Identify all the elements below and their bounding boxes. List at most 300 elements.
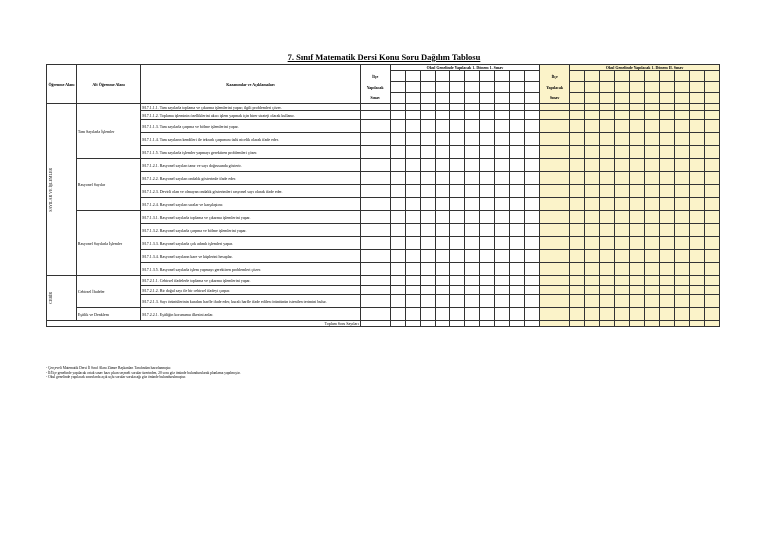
grid-cell	[644, 82, 659, 93]
question-count-cell	[450, 159, 465, 172]
question-count-cell	[510, 308, 525, 321]
question-count-cell	[480, 198, 495, 211]
question-count-cell	[570, 120, 585, 133]
question-count-cell	[704, 133, 719, 146]
question-count-cell	[480, 211, 495, 224]
question-count-cell	[659, 276, 674, 286]
question-count-cell	[390, 286, 405, 295]
question-count-cell	[360, 250, 390, 263]
question-count-cell	[644, 133, 659, 146]
question-count-cell	[495, 263, 510, 276]
question-count-cell	[659, 185, 674, 198]
question-count-cell	[659, 211, 674, 224]
outcome-text: M.7.1.3.1. Rasyonel sayılarla toplama ve çıkarma işlemlerini yapar.	[141, 211, 361, 224]
question-count-cell	[390, 133, 405, 146]
footnote: - İl/İlçe genelinde yapılacak ortak sınav bazı çıkan seçmeli sorular üzerinden, 20 soru göz önünde bulundurularak planlama yapılmıştır.	[46, 370, 241, 375]
question-count-cell	[420, 308, 435, 321]
question-count-cell	[585, 295, 600, 308]
question-count-cell	[704, 250, 719, 263]
question-count-cell	[360, 133, 390, 146]
question-count-cell	[659, 104, 674, 111]
table-row	[47, 111, 720, 120]
question-count-cell	[704, 276, 719, 286]
header-district-exam: İlçe	[360, 71, 390, 82]
grid-cell	[659, 82, 674, 93]
question-count-cell	[525, 198, 540, 211]
question-count-cell	[689, 286, 704, 295]
question-count-cell	[644, 308, 659, 321]
question-count-cell	[525, 104, 540, 111]
question-count-cell	[435, 250, 450, 263]
question-count-cell	[674, 224, 689, 237]
question-count-cell	[405, 286, 420, 295]
question-count-cell	[689, 172, 704, 185]
question-count-cell	[525, 295, 540, 308]
question-count-cell	[465, 185, 480, 198]
grid-cell	[629, 82, 644, 93]
outcome-text: M.7.2.1.2. Bir doğal sayı ile bir cebirsel ifadeyi çarpar.	[141, 286, 361, 295]
table-row	[47, 237, 720, 250]
question-count-cell	[674, 286, 689, 295]
question-count-cell	[420, 286, 435, 295]
question-count-cell	[585, 224, 600, 237]
question-count-cell	[585, 286, 600, 295]
sub-learning-area-label: Eşitlik ve Denklem	[76, 308, 140, 321]
outcome-text: M.7.2.1.3. Sayı örüntülerinin kuralını harfle ifade eder, kuralı harfle ifade edilen örüntünün istenilen terimini bulur.	[141, 295, 361, 308]
question-count-cell	[540, 250, 570, 263]
question-count-cell	[450, 120, 465, 133]
question-count-cell	[540, 224, 570, 237]
question-count-cell	[450, 185, 465, 198]
grid-cell	[585, 71, 600, 82]
question-count-cell	[540, 185, 570, 198]
question-count-cell	[570, 133, 585, 146]
question-count-cell	[510, 146, 525, 159]
question-count-cell	[674, 104, 689, 111]
question-count-cell	[480, 250, 495, 263]
question-count-cell	[540, 295, 570, 308]
question-count-cell	[435, 185, 450, 198]
question-count-cell	[644, 237, 659, 250]
grid-cell	[689, 93, 704, 104]
question-count-cell	[689, 308, 704, 321]
question-count-cell	[689, 295, 704, 308]
question-count-cell	[629, 159, 644, 172]
question-count-cell	[689, 133, 704, 146]
question-count-cell	[495, 146, 510, 159]
question-count-cell	[629, 111, 644, 120]
question-count-cell	[390, 224, 405, 237]
question-count-cell	[480, 286, 495, 295]
question-count-cell	[405, 120, 420, 133]
question-count-cell	[480, 111, 495, 120]
question-count-cell	[465, 286, 480, 295]
question-count-cell	[420, 198, 435, 211]
table-row	[47, 286, 720, 295]
question-count-cell	[450, 237, 465, 250]
question-count-cell	[585, 263, 600, 276]
question-count-cell	[629, 104, 644, 111]
question-count-cell	[405, 146, 420, 159]
question-count-cell	[644, 172, 659, 185]
grid-cell	[405, 93, 420, 104]
table-row	[47, 224, 720, 237]
question-count-cell	[540, 172, 570, 185]
question-count-cell	[629, 237, 644, 250]
question-count-cell	[405, 104, 420, 111]
question-count-cell	[540, 146, 570, 159]
question-count-cell	[659, 120, 674, 133]
question-count-cell	[674, 185, 689, 198]
question-count-cell	[585, 172, 600, 185]
question-count-cell	[585, 159, 600, 172]
question-count-cell	[689, 104, 704, 111]
question-count-cell	[644, 224, 659, 237]
outcome-text: M.7.2.1.1. Cebirsel ifadelerle toplama ve çıkarma işlemlerini yapar.	[141, 276, 361, 286]
question-count-cell	[600, 263, 615, 276]
question-count-cell	[540, 237, 570, 250]
total-cell	[614, 321, 629, 327]
total-cell	[659, 321, 674, 327]
grid-cell	[465, 71, 480, 82]
question-count-cell	[480, 276, 495, 286]
grid-cell	[525, 93, 540, 104]
question-count-cell	[405, 237, 420, 250]
table-row	[47, 308, 720, 321]
question-count-cell	[525, 224, 540, 237]
question-count-cell	[405, 133, 420, 146]
question-count-cell	[480, 224, 495, 237]
question-count-cell	[465, 133, 480, 146]
question-count-cell	[674, 198, 689, 211]
question-count-cell	[659, 250, 674, 263]
question-count-cell	[659, 295, 674, 308]
header-district-exam: İlçe	[540, 71, 570, 82]
question-count-cell	[465, 159, 480, 172]
outcome-text: M.7.1.3.3. Rasyonel sayılarla çok adımlı işlemleri yapar.	[141, 237, 361, 250]
question-count-cell	[450, 133, 465, 146]
question-count-cell	[390, 111, 405, 120]
question-count-cell	[570, 159, 585, 172]
grid-cell	[420, 82, 435, 93]
table-row	[47, 159, 720, 172]
grid-cell	[629, 71, 644, 82]
question-count-cell	[614, 133, 629, 146]
header-district-exam: Sınav	[360, 93, 390, 104]
grid-cell	[480, 71, 495, 82]
grid-cell	[674, 71, 689, 82]
question-count-cell	[540, 120, 570, 133]
question-count-cell	[360, 286, 390, 295]
grid-cell	[644, 93, 659, 104]
question-count-cell	[659, 263, 674, 276]
question-count-cell	[360, 295, 390, 308]
question-count-cell	[495, 133, 510, 146]
question-count-cell	[405, 250, 420, 263]
question-count-cell	[420, 185, 435, 198]
question-count-cell	[570, 198, 585, 211]
question-count-cell	[570, 237, 585, 250]
question-count-cell	[495, 198, 510, 211]
question-count-cell	[570, 295, 585, 308]
question-count-cell	[510, 172, 525, 185]
question-count-cell	[450, 111, 465, 120]
question-count-cell	[525, 120, 540, 133]
grid-cell	[405, 71, 420, 82]
grid-cell	[614, 82, 629, 93]
grid-cell	[674, 93, 689, 104]
question-count-cell	[704, 308, 719, 321]
question-count-cell	[689, 250, 704, 263]
question-count-cell	[674, 133, 689, 146]
footnote: - Çerçeveli Matematik Dersi İl Sınıf Alanı Zümre Başkanları Tarafından hazırlanmıştır.	[46, 366, 172, 370]
question-count-cell	[659, 146, 674, 159]
question-count-cell	[525, 286, 540, 295]
question-count-cell	[480, 159, 495, 172]
question-count-cell	[495, 185, 510, 198]
question-count-cell	[465, 172, 480, 185]
question-count-cell	[540, 111, 570, 120]
question-count-cell	[435, 104, 450, 111]
question-count-cell	[600, 198, 615, 211]
question-count-cell	[614, 185, 629, 198]
table-row	[47, 120, 720, 133]
question-count-cell	[570, 308, 585, 321]
question-count-cell	[689, 237, 704, 250]
question-count-cell	[674, 237, 689, 250]
question-count-cell	[495, 224, 510, 237]
question-count-cell	[390, 146, 405, 159]
question-count-cell	[674, 111, 689, 120]
question-count-cell	[510, 159, 525, 172]
question-count-cell	[614, 146, 629, 159]
question-count-cell	[689, 224, 704, 237]
learning-area-cell	[47, 276, 77, 321]
header-outcomes: Kazanımlar ve Açıklamaları	[141, 65, 361, 104]
table-row	[47, 211, 720, 224]
question-count-cell	[600, 250, 615, 263]
total-cell	[465, 321, 480, 327]
question-count-cell	[659, 286, 674, 295]
question-count-cell	[420, 295, 435, 308]
question-count-cell	[420, 146, 435, 159]
question-count-cell	[420, 111, 435, 120]
total-cell	[570, 321, 585, 327]
question-count-cell	[360, 111, 390, 120]
question-count-cell	[420, 211, 435, 224]
header-school-exam-2: Okul Genelinde Yapılacak 1. Dönem II. Sınav	[570, 65, 720, 71]
grid-cell	[435, 82, 450, 93]
total-cell	[600, 321, 615, 327]
question-count-cell	[600, 133, 615, 146]
total-cell	[420, 321, 435, 327]
sub-learning-area-label: Cebirsel İfadeler	[76, 276, 140, 308]
question-count-cell	[450, 276, 465, 286]
grid-cell	[674, 82, 689, 93]
learning-area-label: SAYILAR VE İŞLEMLER	[48, 167, 53, 212]
question-count-cell	[704, 237, 719, 250]
question-count-cell	[614, 172, 629, 185]
question-count-cell	[495, 276, 510, 286]
grid-cell	[644, 71, 659, 82]
question-count-cell	[465, 111, 480, 120]
question-count-cell	[360, 185, 390, 198]
question-count-cell	[585, 198, 600, 211]
header-district-exam: Yapılacak	[360, 82, 390, 93]
question-count-cell	[614, 308, 629, 321]
question-count-cell	[689, 211, 704, 224]
question-count-cell	[435, 111, 450, 120]
question-count-cell	[704, 159, 719, 172]
question-count-cell	[420, 172, 435, 185]
question-count-cell	[450, 286, 465, 295]
total-row	[47, 321, 720, 327]
question-count-cell	[435, 263, 450, 276]
question-count-cell	[495, 172, 510, 185]
question-count-cell	[570, 263, 585, 276]
sub-learning-area-label: Tam Sayılarla İşlemler	[76, 104, 140, 159]
question-count-cell	[689, 198, 704, 211]
question-count-cell	[704, 198, 719, 211]
question-count-cell	[674, 263, 689, 276]
total-cell	[435, 321, 450, 327]
outcome-text: M.7.2.2.1. Eşitliğin korunumu ilkesini anlar.	[141, 308, 361, 321]
question-count-cell	[525, 146, 540, 159]
grid-cell	[614, 93, 629, 104]
grid-cell	[510, 93, 525, 104]
grid-cell	[480, 82, 495, 93]
question-count-cell	[435, 237, 450, 250]
question-count-cell	[450, 104, 465, 111]
question-count-cell	[540, 286, 570, 295]
outcome-text: M.7.1.1.2. Toplama işleminin özelliklerini akıcı işlem yapmak için birer strateji olarak kullanır.	[141, 111, 361, 120]
total-cell	[585, 321, 600, 327]
question-count-cell	[495, 111, 510, 120]
question-count-cell	[360, 237, 390, 250]
grid-cell	[704, 71, 719, 82]
question-count-cell	[465, 146, 480, 159]
grid-cell	[465, 93, 480, 104]
grid-cell	[600, 82, 615, 93]
question-count-cell	[704, 286, 719, 295]
question-count-cell	[629, 211, 644, 224]
question-count-cell	[510, 276, 525, 286]
total-cell	[525, 321, 540, 327]
question-count-cell	[390, 250, 405, 263]
question-count-cell	[540, 276, 570, 286]
question-count-cell	[644, 263, 659, 276]
question-count-cell	[540, 263, 570, 276]
total-cell	[480, 321, 495, 327]
question-count-cell	[644, 146, 659, 159]
question-count-cell	[585, 133, 600, 146]
question-count-cell	[704, 224, 719, 237]
question-count-cell	[435, 120, 450, 133]
question-count-cell	[510, 224, 525, 237]
question-count-cell	[510, 211, 525, 224]
question-count-cell	[570, 146, 585, 159]
footnote: - Okul genelinde yapılacak sınavlarda açık uçlu sorular sorulacağı göz önünde bulundurulmuştur.	[46, 375, 186, 380]
question-count-cell	[570, 224, 585, 237]
question-count-cell	[644, 185, 659, 198]
question-count-cell	[674, 295, 689, 308]
total-cell	[704, 321, 719, 327]
question-count-cell	[570, 211, 585, 224]
total-cell	[390, 321, 405, 327]
question-count-cell	[570, 276, 585, 286]
question-count-cell	[704, 211, 719, 224]
grid-cell	[659, 71, 674, 82]
grid-cell	[570, 82, 585, 93]
question-count-cell	[450, 198, 465, 211]
question-count-cell	[600, 286, 615, 295]
grid-cell	[495, 93, 510, 104]
question-count-cell	[659, 198, 674, 211]
question-count-cell	[390, 237, 405, 250]
grid-cell	[600, 71, 615, 82]
grid-cell	[420, 93, 435, 104]
grid-cell	[585, 82, 600, 93]
question-count-cell	[674, 120, 689, 133]
question-count-cell	[614, 286, 629, 295]
header-learning-area: Öğrenme Alanı	[47, 65, 77, 104]
question-count-cell	[614, 295, 629, 308]
question-count-cell	[674, 211, 689, 224]
question-count-cell	[510, 250, 525, 263]
question-count-cell	[614, 111, 629, 120]
grid-cell	[390, 93, 405, 104]
question-count-cell	[585, 111, 600, 120]
question-count-cell	[674, 308, 689, 321]
grid-cell	[420, 71, 435, 82]
question-count-cell	[435, 308, 450, 321]
grid-cell	[525, 71, 540, 82]
question-count-cell	[644, 104, 659, 111]
question-count-cell	[480, 308, 495, 321]
question-count-cell	[600, 172, 615, 185]
question-count-cell	[525, 172, 540, 185]
outcome-text: M.7.1.3.4. Rasyonel sayıların kare ve küplerini hesaplar.	[141, 250, 361, 263]
question-count-cell	[525, 133, 540, 146]
question-count-cell	[629, 295, 644, 308]
question-count-cell	[450, 224, 465, 237]
question-count-cell	[629, 133, 644, 146]
question-count-cell	[360, 276, 390, 286]
question-count-cell	[450, 211, 465, 224]
question-count-cell	[390, 263, 405, 276]
question-count-cell	[600, 185, 615, 198]
question-count-cell	[629, 198, 644, 211]
question-count-cell	[659, 111, 674, 120]
grid-cell	[480, 93, 495, 104]
question-count-cell	[540, 211, 570, 224]
question-count-cell	[405, 159, 420, 172]
question-count-cell	[420, 263, 435, 276]
question-count-cell	[405, 308, 420, 321]
question-count-cell	[600, 237, 615, 250]
outcome-text: M.7.1.1.1. Tam sayılarla toplama ve çıkarma işlemlerini yapar; ilgili problemleri çözer.	[141, 104, 361, 111]
learning-area-cell	[47, 104, 77, 276]
question-count-cell	[570, 104, 585, 111]
grid-cell	[390, 71, 405, 82]
total-cell	[510, 321, 525, 327]
question-count-cell	[510, 120, 525, 133]
question-count-cell	[465, 211, 480, 224]
question-count-cell	[405, 263, 420, 276]
question-count-cell	[600, 308, 615, 321]
outcome-text: M.7.1.1.4. Tam sayıların kendileri ile tekrarlı çarpımını üslü nicelik olarak ifade eder.	[141, 133, 361, 146]
question-count-cell	[540, 159, 570, 172]
